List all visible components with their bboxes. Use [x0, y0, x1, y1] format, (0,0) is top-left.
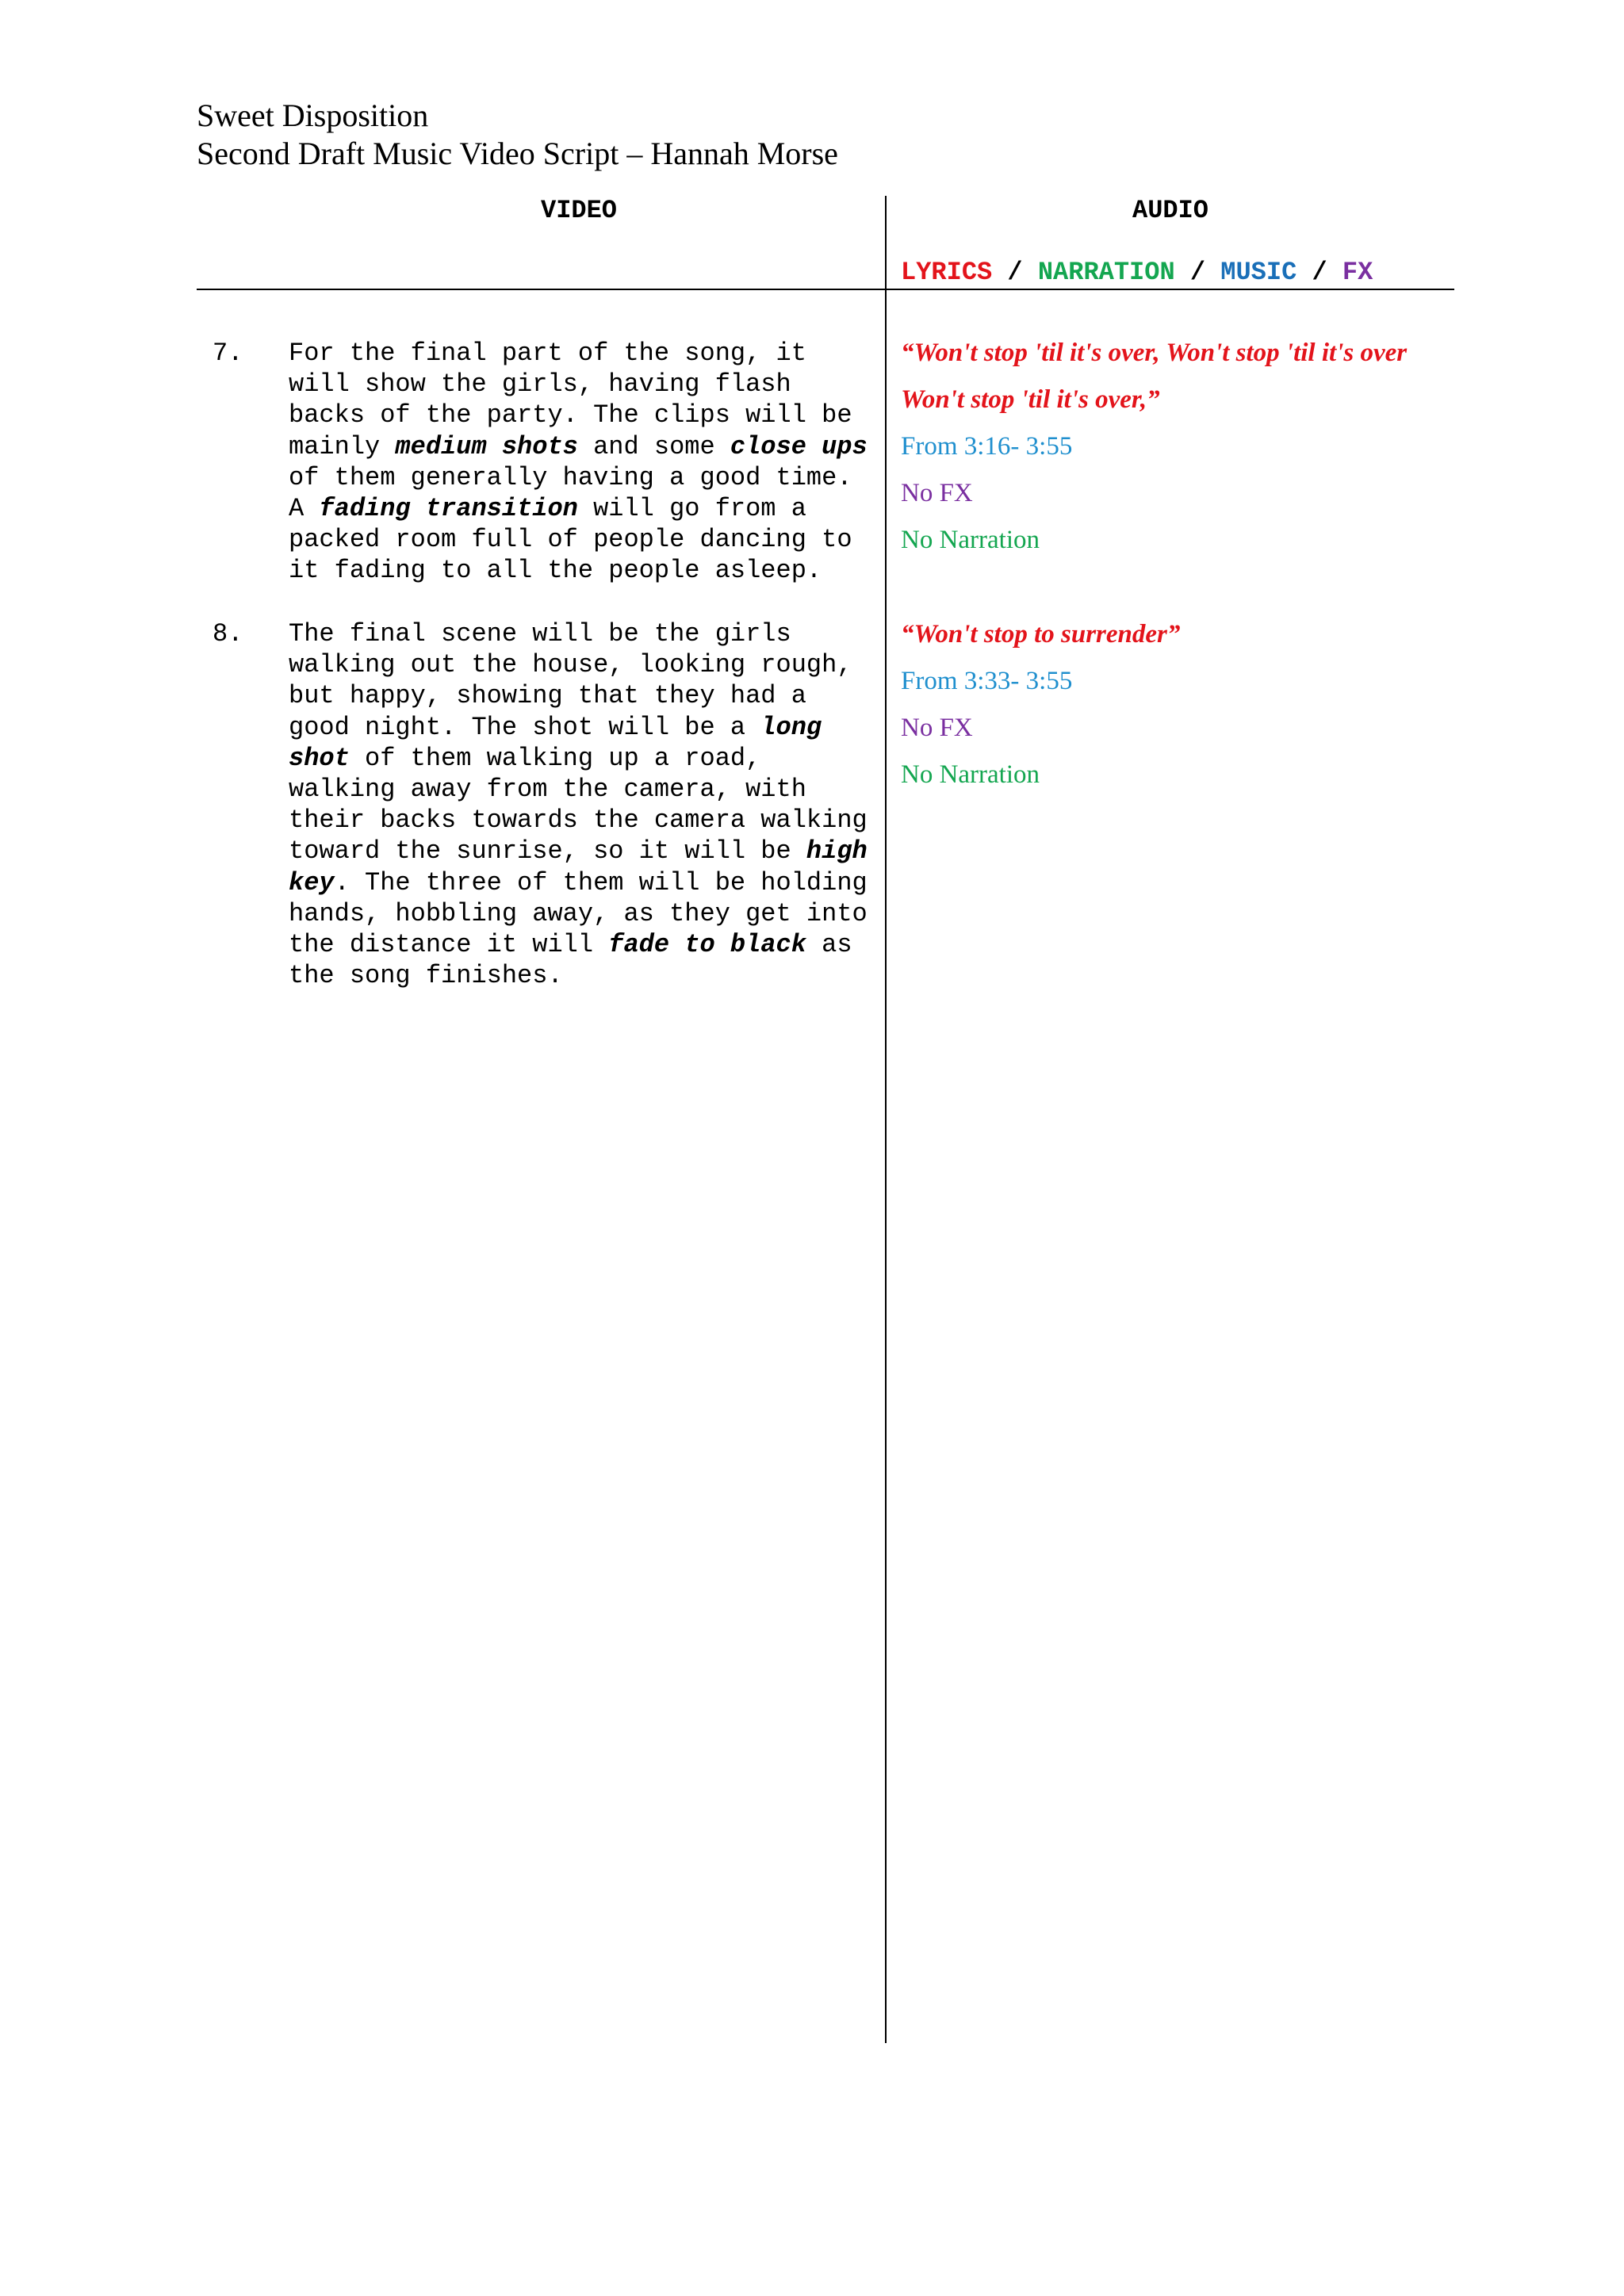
scene-text-part: will go from a packed room full of people dancing to it fading to all the people asleep. — [289, 494, 852, 586]
scene-text-part: and some — [577, 431, 730, 461]
scene-text-part: For the final part of the song, it will show the girls, having flash backs of the party. The clips will be mainly — [289, 339, 852, 461]
shot-term: medium shots — [395, 431, 578, 461]
audio-lyrics: “Won't stop to surrender” — [901, 620, 1181, 649]
shot-term: close ups — [730, 431, 868, 461]
scene-description — [289, 618, 875, 991]
legend-separator: / — [992, 258, 1038, 287]
header-rule — [197, 289, 1454, 290]
scene-text-part: of them generally having a good time. A — [289, 462, 852, 524]
audio-music: From 3:33- 3:55 — [901, 667, 1073, 695]
video-column-header: VIDEO — [540, 196, 617, 225]
audio-lyrics: “Won't stop 'til it's over, Won't stop 'til it's over — [901, 339, 1408, 367]
scene-number: 8. — [213, 619, 243, 649]
scene-description — [289, 338, 875, 587]
audio-narration: No Narration — [901, 526, 1040, 554]
document-subtitle: Second Draft Music Video Script – Hannah Morse — [197, 136, 838, 171]
legend-separator: / — [1174, 258, 1221, 287]
audio-fx: No FX — [901, 714, 973, 742]
legend-separator: / — [1297, 258, 1342, 287]
shot-term: fading transition — [319, 494, 578, 524]
shot-term: fade to black — [608, 930, 806, 960]
audio-narration: No Narration — [901, 760, 1040, 789]
legend-music: MUSIC — [1220, 258, 1297, 287]
audio-lyrics: Won't stop 'til it's over,” — [901, 385, 1160, 414]
audio-music: From 3:16- 3:55 — [901, 432, 1073, 461]
audio-legend — [901, 257, 1373, 289]
scene-text-part: as the song finishes. — [289, 930, 852, 991]
legend-narration: NARRATION — [1037, 258, 1175, 287]
scene-text-part: of them walking up a road, walking away from the camera, with their backs towards the camera walking toward the sunrise, so it will be — [289, 743, 868, 867]
shot-term: long shot — [289, 712, 822, 773]
scene-text-part: . The three of them will be holding hands, hobbling away, as they get into the distance it will — [289, 867, 868, 960]
audio-fx: No FX — [901, 479, 973, 507]
legend-lyrics: LYRICS — [901, 258, 993, 287]
legend-fx: FX — [1342, 258, 1373, 287]
shot-term: high key — [289, 836, 868, 897]
scene-number: 7. — [213, 339, 243, 368]
audio-column-header: AUDIO — [1132, 196, 1208, 225]
column-divider — [885, 196, 887, 2043]
document-title: Sweet Disposition — [197, 98, 429, 133]
scene-text-part: The final scene will be the girls walking out the house, looking rough, but happy, showing that they had a good night. The shot will be a — [289, 619, 852, 742]
